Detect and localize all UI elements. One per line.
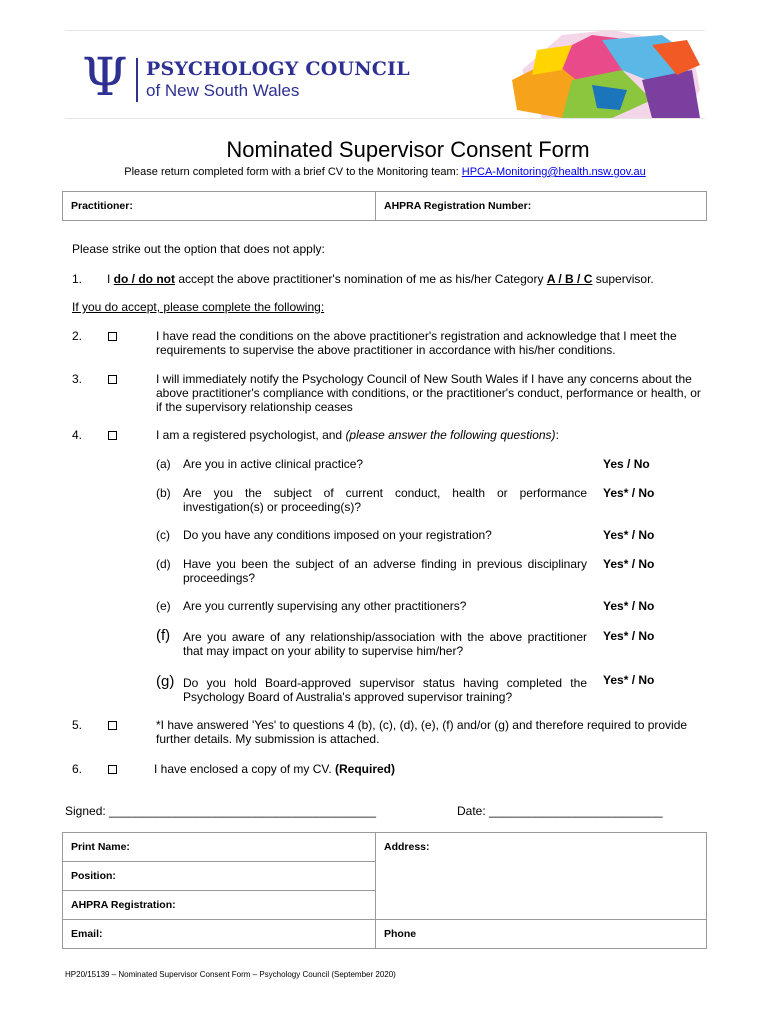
item2-number: 2.	[72, 329, 83, 343]
question-g-label: (g)	[156, 673, 175, 690]
item6-text	[154, 762, 699, 776]
supervisor-details-table	[62, 832, 707, 949]
question-a-label: (a)	[156, 457, 171, 471]
item3-checkbox[interactable]	[108, 375, 117, 384]
question-a-text: Are you in active clinical practice?	[183, 457, 364, 471]
phone-field[interactable]: Phone	[376, 920, 707, 949]
position-field[interactable]: Position:	[63, 862, 376, 891]
subtitle	[0, 166, 770, 178]
question-d-text: Have you been the subject of an adverse finding in previous disciplinary proceedings?	[183, 557, 587, 585]
item4-text-end: :	[555, 428, 559, 442]
item4-checkbox[interactable]	[108, 431, 117, 440]
question-c-text: Do you have any conditions imposed on your registration?	[183, 528, 492, 542]
question-d-answer[interactable]: Yes* / No	[603, 557, 655, 571]
question-f-answer[interactable]: Yes* / No	[603, 629, 655, 643]
page-title: Nominated Supervisor Consent Form	[226, 137, 590, 162]
item4-text-main: I am a registered psychologist, and	[156, 428, 346, 442]
date-field[interactable]: Date: __________________________	[457, 804, 663, 818]
email-field[interactable]: Email:	[63, 920, 376, 949]
question-f-text: Are you aware of any relationship/association with the above practitioner that may impact on your ability to supervise him/her?	[183, 630, 587, 658]
subtitle-text: Please return completed form with a brief CV to the Monitoring team:	[124, 166, 462, 178]
question-e-label: (e)	[156, 599, 171, 613]
item3-text: I will immediately notify the Psychology Council of New South Wales if I have any concerns about the above practitioner's compliance with conditions, or the practitioner's conduct, performance or health, or if the supervisory relationship ceases	[156, 372, 701, 414]
question-c-answer[interactable]: Yes* / No	[603, 528, 655, 542]
item1-number: 1.	[72, 272, 83, 286]
ahpra-number-field[interactable]: AHPRA Registration Number:	[376, 192, 707, 221]
question-e-answer[interactable]: Yes* / No	[603, 599, 655, 613]
item3-number: 3.	[72, 372, 83, 386]
signed-field[interactable]: Signed: ________________________________________	[65, 804, 376, 818]
item2-text: I have read the conditions on the above practitioner's registration and acknowledge that I meet the requirements to supervise the above practitioner in accordance with his/her conditions.	[156, 329, 677, 357]
item1-option[interactable]: do / do not	[113, 272, 175, 286]
question-b-label: (b)	[156, 486, 171, 500]
logo-line1: PSYCHOLOGY COUNCIL	[146, 58, 410, 80]
question-b-answer[interactable]: Yes* / No	[603, 486, 655, 500]
item6-required: (Required)	[335, 762, 395, 776]
question-b-text: Are you the subject of current conduct, health or performance investigation(s) or proceeding(s)?	[183, 486, 587, 514]
item4-number: 4.	[72, 428, 83, 442]
logo-line2: of New South Wales	[146, 81, 300, 100]
item1-mid: accept the above practitioner's nomination of me as his/her Category	[174, 272, 547, 286]
address-field[interactable]: Address:	[376, 833, 707, 920]
accept-heading: If you do accept, please complete the following:	[72, 300, 325, 314]
practitioner-field[interactable]: Practitioner:	[63, 192, 376, 221]
question-g-text: Do you hold Board-approved supervisor status having completed the Psychology Board of Australia's approved supervisor training?	[183, 676, 587, 704]
item2-checkbox[interactable]	[108, 332, 117, 341]
item6-checkbox[interactable]	[108, 765, 117, 774]
item4-text-italic: (please answer the following questions)	[345, 428, 556, 442]
item6-text-main: I have enclosed a copy of my CV.	[154, 762, 335, 776]
header-bottom-rule	[65, 118, 705, 119]
footer: HP20/15139 – Nominated Supervisor Consent Form – Psychology Council (September 2020)	[65, 970, 396, 979]
item1-post: supervisor.	[592, 272, 654, 286]
question-d-label: (d)	[156, 557, 171, 571]
question-e-text: Are you currently supervising any other practitioners?	[183, 599, 467, 613]
instruction: Please strike out the option that does not apply:	[72, 242, 325, 256]
item5-checkbox[interactable]	[108, 721, 117, 730]
question-f-label: (f)	[156, 627, 171, 644]
monitoring-email-link[interactable]: HPCA-Monitoring@health.nsw.gov.au	[461, 166, 646, 178]
item5-text: *I have answered 'Yes' to questions 4 (b), (c), (d), (e), (f) and/or (g) and therefore required to provide further details. My submission is attached.	[156, 718, 688, 746]
colourful-head-artwork-icon	[502, 30, 702, 118]
logo-divider	[136, 58, 138, 102]
item1-category[interactable]: A / B / C	[546, 272, 593, 286]
question-a-answer[interactable]: Yes / No	[603, 457, 650, 471]
practitioner-table	[62, 191, 707, 221]
item1-text	[107, 272, 654, 286]
item5-number: 5.	[72, 718, 83, 732]
item1-pre: I	[107, 272, 114, 286]
ahpra-registration-field[interactable]: AHPRA Registration:	[63, 891, 376, 920]
logo-psi-icon: Ψ	[82, 48, 128, 108]
question-c-label: (c)	[156, 528, 170, 542]
item6-number: 6.	[72, 762, 83, 776]
item4-text	[156, 428, 701, 442]
print-name-field[interactable]: Print Name:	[63, 833, 376, 862]
question-g-answer[interactable]: Yes* / No	[603, 673, 655, 687]
